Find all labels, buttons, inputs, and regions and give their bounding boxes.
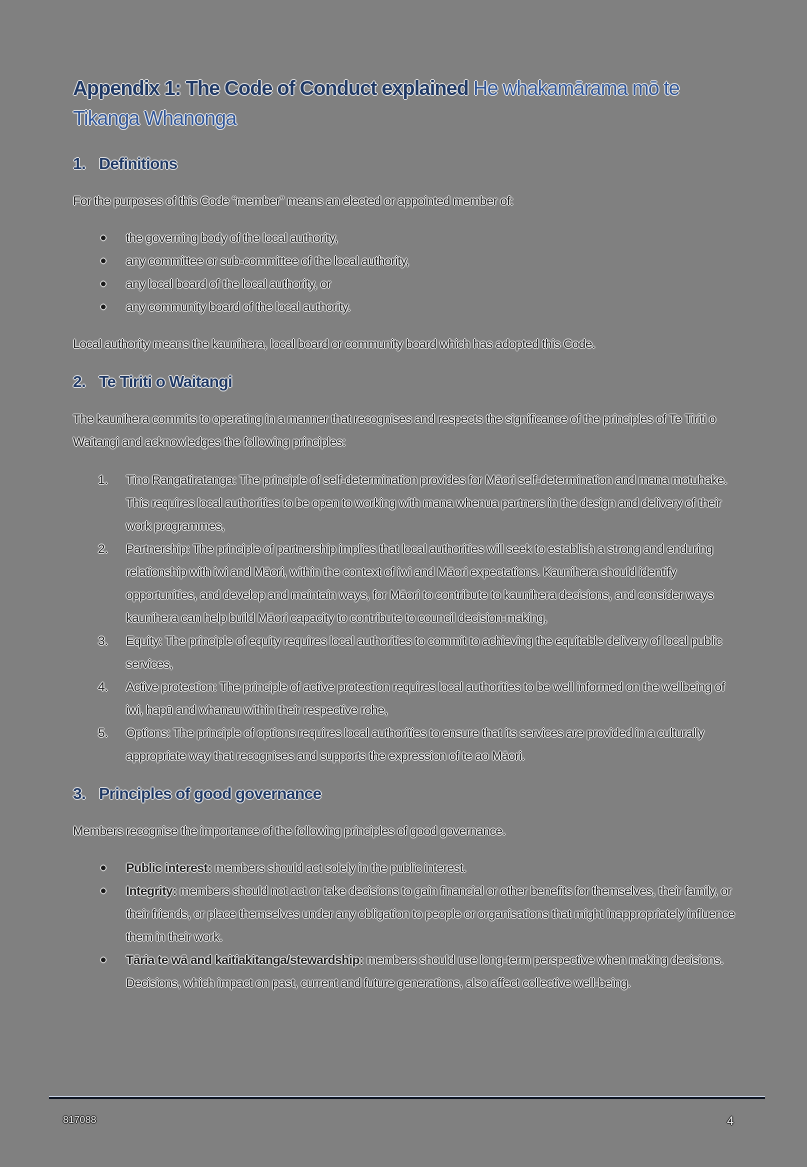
title-maori: He whakamārama mō te Tikanga Whanonga — [73, 78, 680, 130]
bullet-icon: ● — [100, 862, 107, 874]
section-title: Te Tiriti o Waitangi — [99, 374, 233, 391]
section-heading — [73, 372, 743, 394]
section-heading — [73, 154, 743, 176]
footer-divider — [49, 1096, 765, 1099]
bullet-icon: ● — [100, 954, 107, 966]
list-item: ● Public interest: members should act solely in the public interest. — [73, 857, 743, 880]
section-good-governance — [73, 784, 743, 995]
bullet-icon: ● — [100, 255, 107, 267]
list-item: 5. Options: The principle of options requires local authorities to ensure that its services are provided in a culturally appropriate way that recognises and supports the expression of te ao Māori. — [98, 726, 704, 763]
section-intro: The kaunihera commits to operating in a manner that recognises and respects the significance of the principles of Te Tiriti o Waitangi and acknowledges the following principles: — [73, 412, 716, 449]
section-intro: For the purposes of this Code “member” means an elected or appointed member of: — [73, 194, 514, 208]
principles-list — [73, 469, 743, 768]
definitions-list — [73, 227, 743, 319]
list-item: ● any committee or sub-committee of the local authority, — [73, 250, 743, 273]
page-title — [73, 74, 743, 134]
bullet-icon: ● — [100, 278, 107, 290]
title-english: Appendix 1: The Code of Conduct explained — [73, 78, 469, 100]
list-item: 3. Equity: The principle of equity requires local authorities to commit to achieving the equitable delivery of local public services, — [98, 634, 722, 671]
section-number: 3. — [73, 786, 86, 803]
section-te-tiriti — [73, 372, 743, 768]
footer-reference: 817088 — [63, 1115, 97, 1126]
list-item: ● Tāria te wā and kaitiakitanga/stewardship: members should use long-term perspective when making decisions. Decisions, which impact on past, current and future generations, also affect collective well-being. — [73, 949, 743, 995]
section-number: 1. — [73, 156, 86, 173]
list-item: ● Integrity: members should not act or take decisions to gain financial or other benefits for themselves, their family, or their friends, or place themselves under any obligation to people or organisations that might inappropriately influence them in their work. — [73, 880, 743, 949]
list-item: 2. Partnership: The principle of partnership implies that local authorities will seek to establish a strong and enduring relationship with iwi and Māori, within the context of iwi and Māori expectations. Kaunihera should identify opportunities, and develop and maintain ways, for Māori to contribute to kaunihera decisions, and consider ways kaunihera can help build Māori capacity to contribute to council decision-making, — [98, 542, 714, 625]
bullet-icon: ● — [100, 232, 107, 244]
section-closing: Local authority means the kaunihera, local board or community board which has adopted this Code. — [73, 337, 596, 351]
section-intro: Members recognise the importance of the following principles of good governance. — [73, 824, 506, 838]
governance-list — [73, 857, 743, 995]
document-page — [73, 74, 743, 995]
bullet-icon: ● — [100, 301, 107, 313]
section-title: Definitions — [99, 156, 178, 173]
section-heading — [73, 784, 743, 806]
section-number: 2. — [73, 374, 86, 391]
page-number: 4 — [727, 1114, 734, 1128]
list-item: 4. Active protection: The principle of active protection requires local authorities to be well informed on the wellbeing of iwi, hapū and whanau within their respective rohe, — [98, 680, 725, 717]
bullet-icon: ● — [100, 885, 107, 897]
list-item: ● the governing body of the local authority, — [73, 227, 743, 250]
section-title: Principles of good governance — [99, 786, 322, 803]
list-item: ● any local board of the local authority, or — [73, 273, 743, 296]
list-item: ● any community board of the local authority. — [73, 296, 743, 319]
section-definitions — [73, 154, 743, 356]
list-item: 1. Tino Rangatiratanga: The principle of self-determination provides for Māori self-determination and mana motuhake. This requires local authorities to be open to working with mana whenua partners in the design and delivery of their work programmes, — [98, 473, 728, 533]
